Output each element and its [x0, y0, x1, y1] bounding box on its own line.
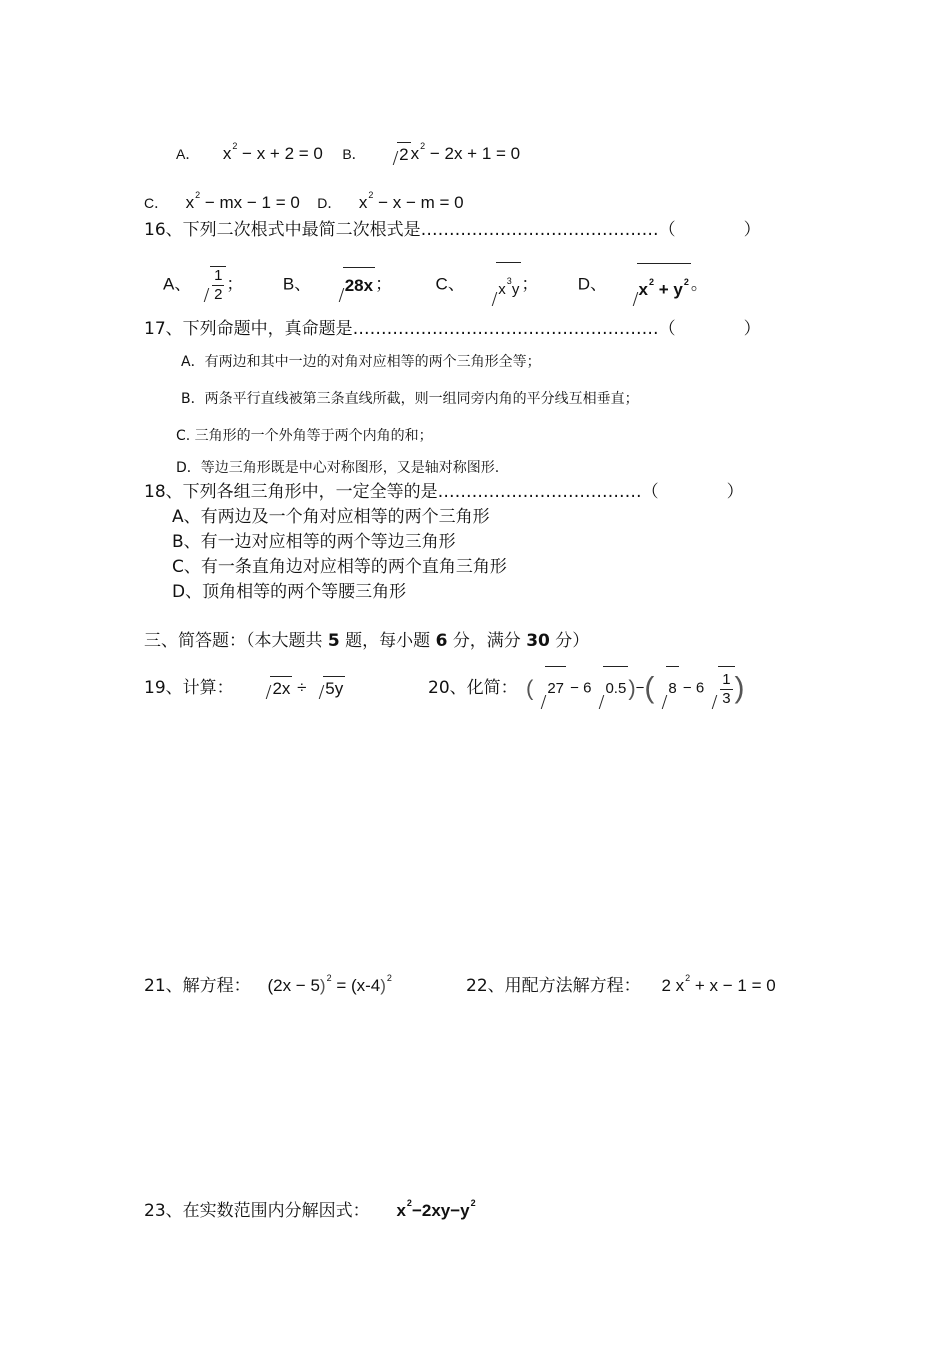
- q19-divide: ÷: [297, 678, 307, 697]
- q15-a-rest: − x + 2 = 0: [237, 144, 323, 163]
- q15-options-cd: [144, 183, 464, 215]
- q19: [144, 676, 345, 701]
- q15-d-label: D．: [317, 195, 342, 211]
- q20-sqrt-8: 8: [654, 666, 678, 711]
- q15-b-label: B．: [342, 146, 366, 162]
- q15-a-var: x: [222, 144, 232, 163]
- q22: [466, 966, 776, 998]
- q15-b-rest: − 2x + 1 = 0: [425, 144, 521, 163]
- q21-label: 21、解方程：: [144, 976, 251, 996]
- q15-d-rest: − x − m = 0: [373, 193, 464, 212]
- q15-c-exp: 2: [195, 190, 201, 200]
- q15-c-label: C．: [144, 195, 169, 211]
- q22-label: 22、用配方法解方程：: [466, 976, 641, 996]
- q21: [144, 966, 392, 998]
- q16-d-sqrt: $x^2 + y^2$: [625, 263, 691, 308]
- q20-expression: ( 27 − 6 0.5)−( 8 − 6 $\frac{1}{3}$ ): [526, 666, 745, 711]
- q15-d-var: x: [358, 193, 368, 212]
- q17-option-a: A．有两边和其中一边的对角对应相等的两个三角形全等；: [181, 354, 541, 370]
- q19-label: 19、计算：: [144, 678, 234, 698]
- q18-stem: 18、下列各组三角形中，一定全等的是………………………………（ ）: [144, 482, 744, 502]
- section-3-heading: 三、简答题：（本大题共 5 题，每小题 6 分，满分 30 分）: [144, 631, 590, 651]
- q16-a-fraction: $\frac{1}{2}$: [214, 267, 223, 303]
- q16-c-label: C、: [435, 274, 465, 294]
- q18-option-b: B、有一边对应相等的两个等边三角形: [172, 532, 456, 552]
- q17-option-c: C. 三角形的一个外角等于两个内角的和；: [176, 428, 433, 444]
- q16-stem: 16、下列二次根式中最简二次根式是……………………………………（ ）: [144, 220, 761, 240]
- q18-option-a: A、有两边及一个角对应相等的两个三角形: [172, 507, 490, 527]
- q18-option-c: C、有一条直角边对应相等的两个直角三角形: [172, 557, 507, 577]
- q15-b-exp: 2: [420, 141, 426, 151]
- q23-expression: $x^2-2xy-y^2$: [396, 1198, 476, 1220]
- q20-sqrt-05: 0.5: [591, 666, 628, 711]
- q15-c-var: x: [185, 193, 195, 212]
- q19-sqrt-2: 5y: [311, 676, 345, 701]
- q16-c-sqrt: $x^3y$: [484, 262, 521, 308]
- q15-a-exp: 2: [232, 141, 238, 151]
- q17-stem: 17、下列命题中，真命题是………………………………………………（ ）: [144, 319, 761, 339]
- q20-minus: −: [635, 679, 645, 697]
- q20-label: 20、化简：: [428, 678, 518, 698]
- q17-option-d: D．等边三角形既是中心对称图形，又是轴对称图形.: [176, 460, 500, 476]
- q17-option-b: B．两条平行直线被第三条直线所截，则一组同旁内角的平分线互相垂直；: [181, 391, 639, 407]
- q20-sqrt-27: 27: [533, 666, 566, 711]
- q18-option-d: D、顶角相等的两个等腰三角形: [172, 582, 407, 602]
- q15-c-rest: − mx − 1 = 0: [200, 193, 300, 212]
- q16-a-label: A、: [163, 274, 192, 294]
- q21-equation: $(2x - 5)^2 = (x-4)^2$: [267, 973, 392, 995]
- q16-a-sqrt: [196, 266, 226, 304]
- q20-sqrt-frac: $\frac{1}{3}$: [704, 666, 734, 711]
- q15-options-ab: [176, 134, 520, 167]
- q22-equation: 2 $x^2 + x - 1 = 0$: [661, 973, 776, 995]
- q19-sqrt-1: 2x: [258, 676, 292, 701]
- q16-d-label: D、: [577, 274, 608, 294]
- q15-d-exp: 2: [368, 190, 374, 200]
- q20: [428, 676, 518, 700]
- q15-b-var: x: [410, 144, 420, 163]
- q23: [144, 1191, 476, 1223]
- q16-b-sqrt: 28x: [331, 267, 375, 304]
- q23-label: 23、在实数范围内分解因式：: [144, 1201, 370, 1221]
- q16-options: A、 $\frac{1}{2}$ ； B、 28x ； C、 $x^3y$ ； D、 $x^2 + y^2$ 。: [163, 262, 708, 308]
- q15-b-sqrt: 2: [385, 142, 410, 167]
- q15-a-label: A．: [176, 146, 200, 162]
- q16-b-label: B、: [282, 274, 312, 294]
